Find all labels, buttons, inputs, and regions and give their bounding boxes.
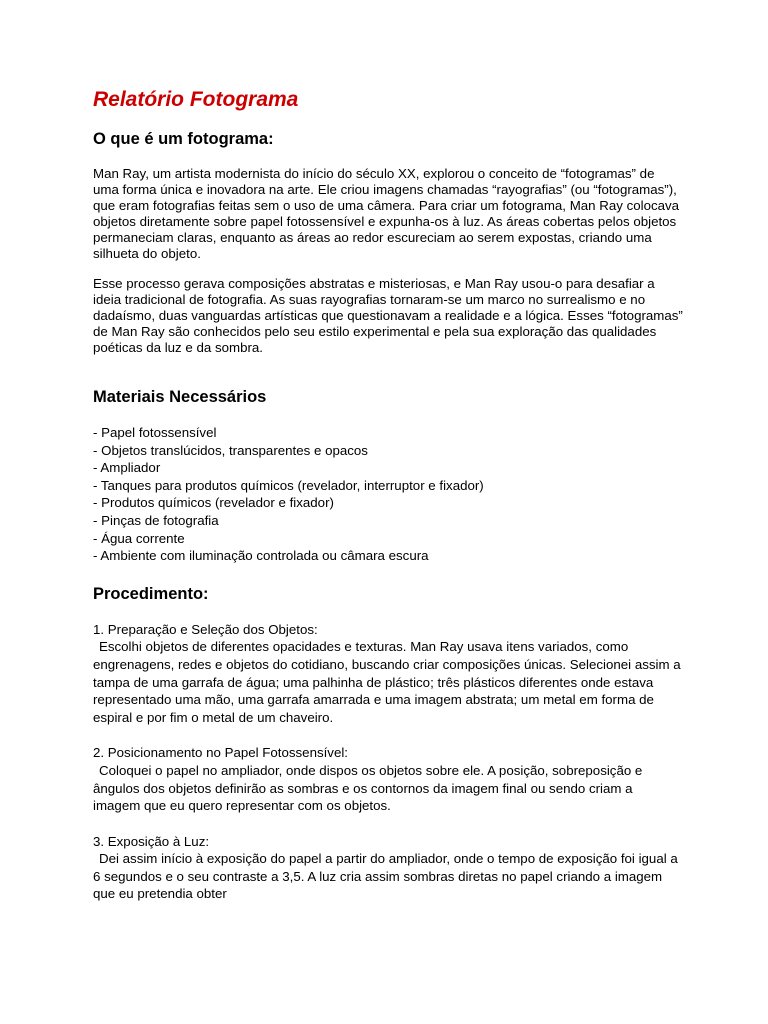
step-title: 3. Exposição à Luz: [93,833,210,849]
procedure-step-1 [93,621,683,727]
list-item: - Objetos translúcidos, transparentes e opacos [93,442,368,458]
step-body: Dei assim início à exposição do papel a partir do ampliador, onde o tempo de exposição foi igual a 6 segundos e o seu contraste a 3,5. A luz cria assim sombras diretas no papel criando a imagem que eu pretendia obter [93,851,678,902]
list-item: - Papel fotossensível [93,425,217,440]
list-item: - Ampliador [93,460,161,476]
procedure-heading: Procedimento: [93,584,209,603]
document-title: Relatório Fotograma [93,88,299,111]
step-body: Escolhi objetos de diferentes opacidades e texturas. Man Ray usava itens variados, como engrenagens, redes e objetos do cotidiano, buscando criar composições únicas. Selecionei assim a tampa de uma garrafa de água; uma palhinha de plástico; três plásticos diferentes onde estava representado uma mão, uma garrafa amarrada e uma imagem abstrata; um metal em forma de espiral e por fim o metal de um chaveiro. [93,639,681,725]
list-item: - Ambiente com iluminação controlada ou câmara escura [93,548,429,564]
step-body: Coloquei o papel no ampliador, onde dispos os objetos sobre ele. A posição, sobreposição e ângulos dos objetos definirão as sombras e os contornos da imagem final ou sendo criam a imagem que eu quero representar com os objetos. [93,762,643,814]
materials-list [93,424,683,565]
procedure-step-2 [93,744,683,814]
intro-paragraph-1: Man Ray, um artista modernista do início do século XX, explorou o conceito de “fotogramas” de uma forma única e inovadora na arte. Ele criou imagens chamadas “rayografias” (ou “fotogramas”), que eram fotografias feitas sem o uso de uma câmera. Para criar um fotograma, Man Ray colocava objetos diretamente sobre papel fotossensível e expunha-os à luz. As áreas cobertas pelos objetos permaneciam claras, enquanto as áreas ao redor escureciam ao serem expostas, criando uma silhueta do objeto. [93,166,680,261]
intro-paragraph-2: Esse processo gerava composições abstratas e misteriosas, e Man Ray usou-o para desafiar a ideia tradicional de fotografia. As suas rayografias tornaram-se um marco no surrealismo e no dadaísmo, duas vanguardas artísticas que questionavam a realidade e a lógica. Esses “fotogramas” de Man Ray são conhecidos pelo seu estilo experimental e pela sua exploração das qualidades poéticas da luz e da sombra. [93,276,683,355]
list-item: - Tanques para produtos químicos (revelador, interruptor e fixador) [93,477,484,493]
intro-heading: O que é um fotograma: [93,130,274,148]
document-page [93,86,683,903]
list-item: - Pinças de fotografia [93,512,219,528]
procedure-step-3 [93,833,683,903]
step-title: 1. Preparação e Seleção dos Objetos: [93,621,318,637]
step-title: 2. Posicionamento no Papel Fotossensível: [93,745,349,761]
list-item: - Produtos químicos (revelador e fixador) [93,495,334,511]
list-item: - Água corrente [93,530,185,546]
materials-heading: Materiais Necessários [93,388,267,406]
